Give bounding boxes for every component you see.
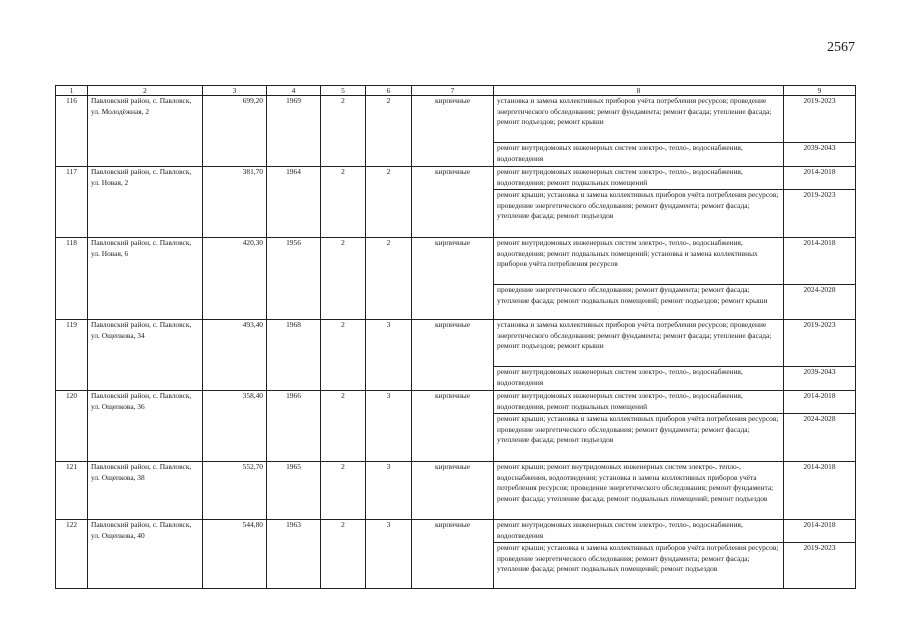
col5-cell: 2 xyxy=(321,320,366,391)
area-cell: 420,30 xyxy=(203,238,267,320)
col6-cell: 3 xyxy=(366,520,412,589)
row-number: 118 xyxy=(56,238,88,320)
col-header: 1 xyxy=(56,86,88,96)
col6-cell: 3 xyxy=(366,462,412,520)
area-cell: 381,70 xyxy=(203,167,267,238)
table-row xyxy=(56,391,856,414)
works-cell: ремонт внутридомовых инженерных систем электро-, тепло-, водоснабжения, водоотведения; ремонт подвальных помещений; установка и замена коллективных приборов учёта потребления ресурсов xyxy=(494,238,784,285)
material-cell: кирпичные xyxy=(412,238,494,320)
row-number: 121 xyxy=(56,462,88,520)
row-number: 122 xyxy=(56,520,88,589)
col-header: 6 xyxy=(366,86,412,96)
address-cell: Павловский район, с. Павловск, ул. Ощепкова, 38 xyxy=(88,462,203,520)
works-cell: установка и замена коллективных приборов учёта потребления ресурсов; проведение энергетического обследования; ремонт фундамента; ремонт фасада; утепление фасада; ремонт подъездов; ремонт крыши xyxy=(494,320,784,367)
year-cell: 1965 xyxy=(267,462,321,520)
period-cell: 2014-2018 xyxy=(784,462,856,520)
period-cell: 2014-2018 xyxy=(784,167,856,190)
col6-cell: 2 xyxy=(366,96,412,167)
col5-cell: 2 xyxy=(321,520,366,589)
col5-cell: 2 xyxy=(321,391,366,462)
year-cell: 1966 xyxy=(267,391,321,462)
area-cell: 493,40 xyxy=(203,320,267,391)
col-header: 4 xyxy=(267,86,321,96)
area-cell: 544,80 xyxy=(203,520,267,589)
period-cell: 2019-2023 xyxy=(784,320,856,367)
material-cell: кирпичные xyxy=(412,462,494,520)
year-cell: 1969 xyxy=(267,96,321,167)
col-header: 5 xyxy=(321,86,366,96)
address-cell: Павловский район, с. Павловск, ул. Молодёжная, 2 xyxy=(88,96,203,167)
row-number: 119 xyxy=(56,320,88,391)
period-cell: 2039-2043 xyxy=(784,367,856,391)
row-number: 117 xyxy=(56,167,88,238)
material-cell: кирпичные xyxy=(412,96,494,167)
col6-cell: 3 xyxy=(366,391,412,462)
table-row xyxy=(56,238,856,285)
period-cell: 2019-2023 xyxy=(784,96,856,143)
col6-cell: 2 xyxy=(366,238,412,320)
material-cell: кирпичные xyxy=(412,320,494,391)
works-cell: ремонт внутридомовых инженерных систем электро-, тепло-, водоснабжения, водоотведения, ремонт подвальных помещений xyxy=(494,391,784,414)
col-header: 2 xyxy=(88,86,203,96)
col-header: 7 xyxy=(412,86,494,96)
works-cell: установка и замена коллективных приборов учёта потребления ресурсов; проведение энергетического обследования; ремонт фундамента; ремонт фасада; утепление фасада; ремонт подъездов; ремонт крыши xyxy=(494,96,784,143)
period-cell: 2014-2018 xyxy=(784,238,856,285)
works-cell: ремонт внутридомовых инженерных систем электро-, тепло-, водоснабжения, водоотведения xyxy=(494,520,784,543)
material-cell: кирпичные xyxy=(412,167,494,238)
period-cell: 2019-2023 xyxy=(784,543,856,589)
works-cell: ремонт внутридомовых инженерных систем электро-, тепло-, водоснабжения, водоотведения; ремонт подвальных помещений xyxy=(494,167,784,190)
period-cell: 2024-2028 xyxy=(784,285,856,320)
works-cell: ремонт крыши; установка и замена коллективных приборов учёта потребления ресурсов; проведение энергетического обследования; ремонт фундамента; ремонт фасада; утепление фасада; ремонт подъездов xyxy=(494,414,784,462)
area-cell: 552,70 xyxy=(203,462,267,520)
col5-cell: 2 xyxy=(321,462,366,520)
area-cell: 358,40 xyxy=(203,391,267,462)
table-row xyxy=(56,462,856,520)
year-cell: 1968 xyxy=(267,320,321,391)
table-row xyxy=(56,520,856,543)
period-cell: 2019-2023 xyxy=(784,190,856,238)
col5-cell: 2 xyxy=(321,96,366,167)
year-cell: 1956 xyxy=(267,238,321,320)
col5-cell: 2 xyxy=(321,167,366,238)
page-number: 2567 xyxy=(827,40,855,55)
address-cell: Павловский район, с. Павловск, ул. Ощепкова, 34 xyxy=(88,320,203,391)
works-cell: ремонт внутридомовых инженерных систем электро-, тепло-, водоснабжения, водоотведения xyxy=(494,367,784,391)
row-number: 116 xyxy=(56,96,88,167)
col6-cell: 2 xyxy=(366,167,412,238)
period-cell: 2014-2018 xyxy=(784,520,856,543)
material-cell: кирпичные xyxy=(412,391,494,462)
col-header: 9 xyxy=(784,86,856,96)
works-cell: проведение энергетического обследования; ремонт фундамента; ремонт фасада; утепление фасада; ремонт подвальных помещений; ремонт подъездов; ремонт крыши xyxy=(494,285,784,320)
period-cell: 2024-2028 xyxy=(784,414,856,462)
col-header: 8 xyxy=(494,86,784,96)
material-cell: кирпичные xyxy=(412,520,494,589)
table-row xyxy=(56,320,856,367)
year-cell: 1964 xyxy=(267,167,321,238)
row-number: 120 xyxy=(56,391,88,462)
works-cell: ремонт крыши; установка и замена коллективных приборов учёта потребления ресурсов; проведение энергетического обследования; ремонт фундамента; ремонт фасада; утепление фасада; ремонт подвальных помещений; ремонт подъездов xyxy=(494,543,784,589)
table-row xyxy=(56,167,856,190)
address-cell: Павловский район, с. Павловск, ул. Новая, 2 xyxy=(88,167,203,238)
col-header: 3 xyxy=(203,86,267,96)
col6-cell: 3 xyxy=(366,320,412,391)
period-cell: 2014-2018 xyxy=(784,391,856,414)
address-cell: Павловский район, с. Павловск, ул. Новая, 6 xyxy=(88,238,203,320)
table-row xyxy=(56,96,856,143)
year-cell: 1963 xyxy=(267,520,321,589)
area-cell: 699,20 xyxy=(203,96,267,167)
works-cell: ремонт крыши; установка и замена коллективных приборов учёта потребления ресурсов; проведение энергетического обследования; ремонт фундамента; ремонт фасада; утепление фасада; ремонт подъездов xyxy=(494,190,784,238)
works-cell: ремонт крыши; ремонт внутридомовых инженерных систем электро-, тепло-, водоснабжения, водоотведения; установка и замена коллективных приборов учёта потребления ресурсов; проведение энергетического обследования; ремонт фундамента; ремонт фасада; утепление фасада; ремонт подвальных помещений; ремонт подъездов xyxy=(494,462,784,520)
period-cell: 2039-2043 xyxy=(784,143,856,167)
header-row xyxy=(56,86,856,96)
address-cell: Павловский район, с. Павловск, ул. Ощепкова, 40 xyxy=(88,520,203,589)
col5-cell: 2 xyxy=(321,238,366,320)
address-cell: Павловский район, с. Павловск, ул. Ощепкова, 36 xyxy=(88,391,203,462)
capital-repair-table xyxy=(55,85,856,589)
works-cell: ремонт внутридомовых инженерных систем электро-, тепло-, водоснабжения, водоотведения xyxy=(494,143,784,167)
